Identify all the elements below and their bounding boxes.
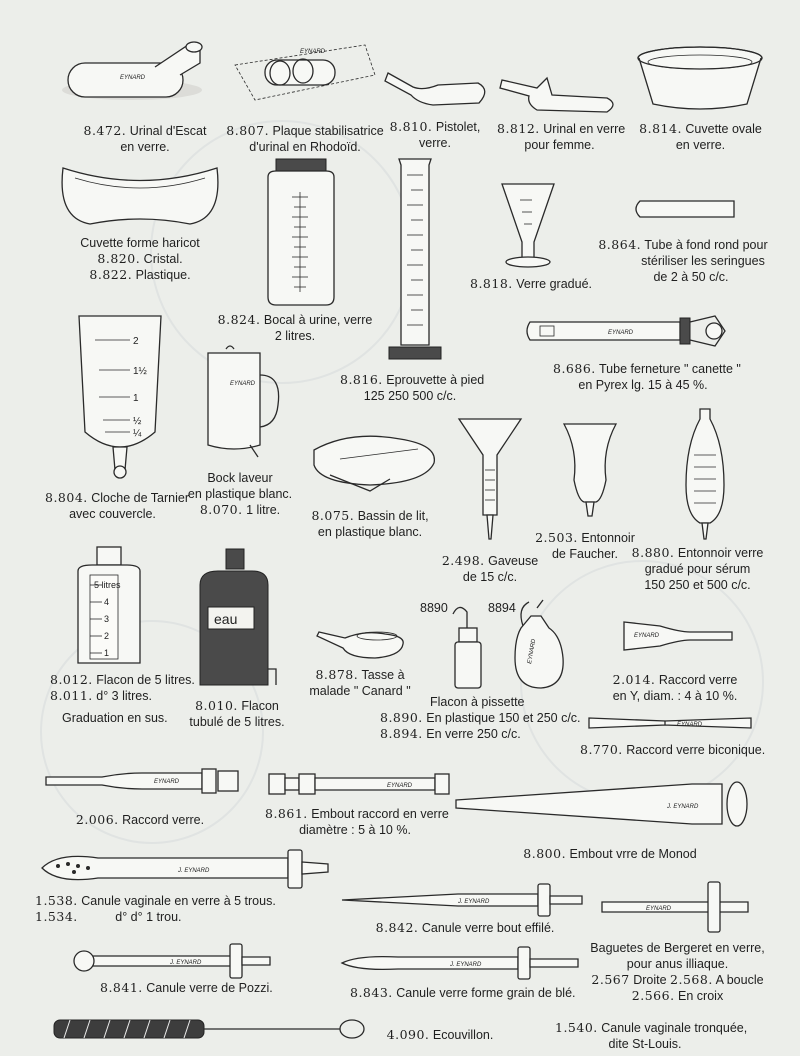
baguettes-bergeret-illustration	[598, 880, 756, 935]
caption-canule-vaginale: 1.538. Canule vaginale en verre à 5 trous. 1.534. d° d° 1 trou.	[35, 893, 276, 924]
svg-text:EYNARD: EYNARD	[230, 381, 256, 387]
flacon-tubule-illustration	[192, 545, 282, 695]
plaque-stabilisatrice-illustration	[225, 35, 385, 105]
caption-haricot: Cuvette forme haricot 8.820. Cristal. 8.822. Plastique.	[80, 236, 200, 282]
svg-text:EYNARD: EYNARD	[387, 783, 413, 789]
caption-8824: 8.824. Bocal à urine, verre 2 litres.	[217, 312, 373, 343]
canule-pozzi-illustration	[70, 942, 275, 980]
label-8890: 8890	[420, 601, 448, 615]
flacon-pissette-illustration	[445, 598, 585, 693]
label-8894: 8894	[488, 601, 516, 615]
caption-2503: 2.503. Entonnoir de Faucher.	[535, 530, 635, 561]
caption-pissette: Flacon à pissette 8.890. En plastique 150 et 250 c/c. 8.894. En verre 250 c/c.	[380, 695, 581, 741]
svg-text:3: 3	[104, 614, 110, 624]
caption-2014: 2.014. Raccord verre en Y, diam. : 4 à 10 %.	[612, 672, 738, 703]
caption-8864: 8.864. Tube à fond rond pour stériliser les seringues de 2 à 50 c/c.	[598, 237, 768, 284]
caption-8880: 8.880. Entonnoir verre gradué pour sérum 150 250 et 500 c/c.	[631, 545, 764, 592]
ecouvillon-illustration	[50, 1014, 370, 1044]
svg-text:½: ½	[133, 416, 142, 427]
caption-2006: 2.006. Raccord verre.	[75, 812, 205, 827]
urinal-escat-illustration	[60, 35, 210, 110]
caption-8686: 8.686. Tube ferneture " canette " en Pyrex lg. 15 à 45 %.	[553, 361, 741, 392]
svg-text:1½: 1½	[133, 366, 147, 377]
svg-text:EYNARD: EYNARD	[154, 779, 180, 785]
svg-text:1: 1	[104, 648, 110, 658]
svg-text:EYNARD: EYNARD	[120, 75, 146, 81]
caption-flacon-5-litres: 8.012. Flacon de 5 litres. 8.011. d° 3 litres. Graduation en sus.	[50, 672, 195, 725]
svg-text:J. EYNARD: J. EYNARD	[170, 960, 202, 966]
entonnoir-faucher-illustration	[560, 420, 620, 520]
entonnoir-gradue-illustration	[680, 405, 730, 545]
svg-text:¼: ¼	[133, 428, 142, 439]
flacon-5-litres-illustration	[72, 545, 147, 670]
caption-8814: 8.814. Cuvette ovale en verre.	[639, 121, 762, 152]
svg-text:EYNARD: EYNARD	[300, 49, 326, 55]
caption-1540: 1.540. Canule vaginale tronquée, dite St-Louis.	[555, 1020, 748, 1051]
caption-8070: Bock laveur en plastique blanc. 8.070. 1 litre.	[187, 471, 293, 517]
embout-raccord-illustration	[265, 768, 455, 800]
svg-text:2: 2	[104, 631, 110, 641]
raccord-verre-illustration	[42, 765, 242, 797]
urinal-femme-illustration	[497, 70, 622, 115]
canule-vaginale-illustration	[38, 846, 333, 892]
canule-grain-ble-illustration	[338, 945, 583, 981]
svg-text:EYNARD: EYNARD	[634, 633, 660, 639]
svg-text:EYNARD: EYNARD	[608, 330, 634, 336]
caption-8810: 8.810. Pistolet, verre.	[389, 119, 481, 150]
svg-text:EYNARD: EYNARD	[527, 638, 538, 665]
caption-8843: 8.843. Canule verre forme grain de blé.	[350, 985, 576, 1000]
svg-text:4: 4	[104, 597, 110, 607]
svg-text:EYNARD: EYNARD	[646, 906, 672, 912]
caption-8818: 8.818. Verre gradué.	[470, 276, 592, 291]
tasse-canard-illustration	[315, 622, 410, 662]
tube-canette-illustration	[520, 312, 730, 352]
caption-8841: 8.841. Canule verre de Pozzi.	[100, 980, 273, 995]
caption-8804: 8.804. Cloche de Tarnier avec couvercle.	[45, 490, 189, 521]
cuvette-haricot-illustration	[55, 158, 225, 230]
caption-4090: 4.090. Ecouvillon.	[386, 1027, 494, 1042]
canule-bout-effile-illustration	[338, 882, 588, 918]
svg-text:J. EYNARD: J. EYNARD	[667, 804, 699, 810]
caption-2498: 2.498. Gaveuse de 15 c/c.	[441, 553, 539, 584]
cloche-tarnier-illustration	[75, 312, 165, 482]
pistolet-illustration	[383, 65, 493, 110]
bocal-urine-illustration	[262, 157, 342, 307]
caption-bergeret: Baguetes de Bergeret en verre, pour anus illiaque. 2.567 Droite 2.568. A boucle 2.566. En croix	[590, 941, 765, 1003]
caption-8010: 8.010. Flacon tubulé de 5 litres.	[189, 698, 285, 729]
bock-laveur-illustration	[200, 345, 290, 465]
caption-8807: 8.807. Plaque stabilisatrice d'urinal en Rhodoïd.	[226, 123, 384, 154]
caption-8878: 8.878. Tasse à malade " Canard "	[309, 667, 411, 698]
svg-text:5 litres: 5 litres	[94, 580, 121, 590]
gaveuse-illustration	[455, 415, 525, 545]
svg-text:2: 2	[133, 336, 139, 347]
raccord-y-illustration	[620, 612, 740, 654]
caption-8770: 8.770. Raccord verre biconique.	[580, 742, 766, 757]
svg-text:J. EYNARD: J. EYNARD	[450, 962, 482, 968]
raccord-biconique-illustration	[585, 712, 755, 734]
verre-gradue-illustration	[498, 180, 558, 270]
svg-text:1: 1	[133, 393, 139, 404]
eprouvette-illustration	[385, 155, 445, 370]
caption-8842: 8.842. Canule verre bout effilé.	[375, 920, 555, 935]
embout-monod-illustration	[452, 778, 752, 836]
caption-8800: 8.800. Embout vrre de Monod	[523, 846, 697, 861]
caption-8861: 8.861. Embout raccord en verre diamètre : 5 à 10 %.	[265, 806, 449, 837]
caption-8812: 8.812. Urinal en verre pour femme.	[497, 121, 626, 152]
svg-text:EYNARD: EYNARD	[677, 722, 703, 728]
cuvette-ovale-illustration	[635, 44, 765, 114]
caption-8816: 8.816. Eprouvette à pied 125 250 500 c/c.	[340, 372, 485, 403]
caption-8472: 8.472. Urinal d'Escat en verre.	[83, 123, 207, 154]
caption-8075: 8.075. Bassin de lit, en plastique blanc.	[311, 508, 429, 539]
svg-text:J. EYNARD: J. EYNARD	[178, 868, 210, 874]
bassin-lit-illustration	[310, 435, 440, 495]
svg-text:eau: eau	[214, 611, 238, 627]
tube-fond-rond-illustration	[630, 197, 740, 221]
svg-text:J. EYNARD: J. EYNARD	[458, 899, 490, 905]
